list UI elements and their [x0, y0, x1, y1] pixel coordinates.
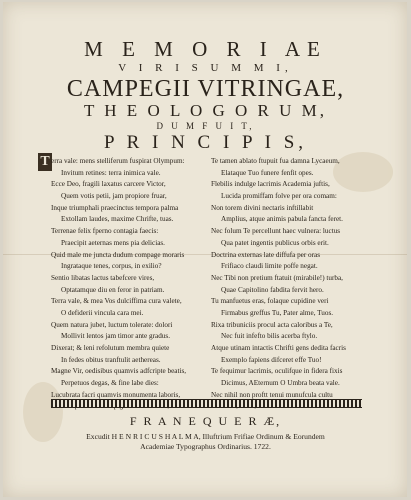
- poem-line: Quem natura jubet, luctum tolerate: dolori: [51, 320, 173, 329]
- poem-line: Firmabus greffus Tu, Pater alme, Tuos.: [221, 308, 334, 317]
- poem-line: Invitum retines: terra inimica vale.: [61, 168, 161, 177]
- poem-line: Nec nihil non proftt tenui munufcula cultu: [211, 390, 333, 399]
- heading-viri-summi: V I R I S U M M I,: [118, 62, 293, 74]
- poem-line: Rixa tribuniciis procul acta caloribus a Te,: [211, 320, 333, 329]
- poem-line: Ecce Deo, fragili laxatus carcere Victor,: [51, 180, 166, 189]
- poem-line: Mollivit lentos jam timor ante gradus.: [61, 332, 170, 341]
- poem-line: Tu manfuetus eras, folaque cupidine veri: [211, 297, 329, 306]
- poem-line: Non torem divini nectaris inftillabit: [211, 203, 314, 212]
- poem-line: Lucubrata facri quamvis monumenta laboris,: [51, 390, 181, 399]
- poem-line: Nec Tibi non pretium ftatuit (mirabile!) turba,: [211, 273, 343, 282]
- poem-right-column: [211, 156, 371, 413]
- poem-line: Exemplo fapiens difceret effe Tuo!: [221, 355, 322, 364]
- poem-line: Praecipit aeternas mens pia delicias.: [61, 238, 165, 247]
- poem-line: Doctrina externas late diffufa per oras: [211, 250, 321, 259]
- imprint-printer: Excudit H E N R I C U S H A L M A, Illuftrium Frifiae Ordinum & Eorundem: [86, 432, 325, 441]
- poem-line: Dixerat; & leni refolutum membra quiete: [51, 344, 170, 352]
- drop-cap: T: [38, 153, 52, 171]
- poem-line: O defiderii vincula cara mei.: [61, 308, 144, 317]
- poem-line: Atque utinam intactis Chrifti gens dedita facris: [211, 344, 346, 352]
- poem-line: Elataque Tuo funere fenfit opes.: [221, 168, 314, 177]
- poem-line: Sentio libatas lactus tabefcere vires,: [51, 273, 155, 282]
- poem-line: Inque triumphali praecinctus tempora palma: [51, 203, 179, 212]
- poem-line: Terra vale, & mea Vos dulciffima cura valete,: [51, 297, 182, 306]
- poem-line: Te fequimur lacrimis, oculifque in fidera fixis: [211, 367, 343, 376]
- poem-line: Flebilis indulge lacrimis Academia juftis,: [211, 180, 330, 189]
- poem-line: erra vale: mens stelliferum fuspirat Olympum:: [51, 157, 185, 165]
- heading-memoriae: M E M O R I AE: [84, 37, 327, 61]
- poem-line: Lucida promiffam folve per ora comam:: [221, 192, 337, 201]
- heading-dum-fuit: D U M F U I T,: [156, 121, 255, 131]
- poem-line: Qua patet ingentis publicus orbis erit.: [221, 238, 329, 247]
- poem-line: Quem votis petii, jam propiore fruar,: [61, 192, 167, 201]
- heading-name: CAMPEGII VITRINGAE,: [66, 76, 345, 102]
- poem-line: Nec folum Te percellunt haec vulnera: luctus: [211, 227, 341, 236]
- imprint-date: Academiae Typographus Ordinarius. 1722.: [140, 442, 271, 451]
- imprint-place: F R A N E Q U E R Æ,: [129, 414, 282, 428]
- poem-line: Perpetuos degas, & fine labe dies:: [61, 379, 159, 388]
- poem-line: Dicimus, AEternum O Umbra beata vale.: [221, 379, 340, 388]
- heading-theologorum: T H E O L O G O R U M,: [83, 101, 328, 120]
- poem-line: Quae Capitolino fabdita fervit hero.: [221, 285, 324, 294]
- ornamental-border: [51, 399, 362, 408]
- poem-line: Te tamen ablato ftupuit fua damna Lycaeum,: [211, 157, 340, 165]
- heading-principis: P R I N C I P I S,: [103, 132, 308, 153]
- poem-line: Extollam laudes, maxime Chrifte, tuas.: [61, 215, 174, 224]
- poem-line: Frifiaco claudi limite poffe negat.: [221, 262, 318, 271]
- poem-line: Nec fuit infefto bilis acerba ftylo.: [221, 332, 318, 341]
- poem-line: Ingrataque tenes, corpus, in exilio?: [61, 262, 162, 271]
- poem-line: Amplius, atque animis pabula fancta feret.: [221, 215, 343, 224]
- poem-line: Optatamque diu en feror in patriam.: [61, 285, 165, 294]
- poem-line: Quid male me juncta dudum compage moraris: [51, 250, 185, 259]
- poem-left-column: [51, 156, 211, 413]
- poem-line: Magne Vir, oedisibus quamvis adfcripte beatis,: [51, 367, 187, 376]
- poem-line: Terrenae felix fperno contagia faecis:: [51, 227, 159, 236]
- poem-line: In fedes obitus tranftulit aethereas.: [61, 355, 161, 364]
